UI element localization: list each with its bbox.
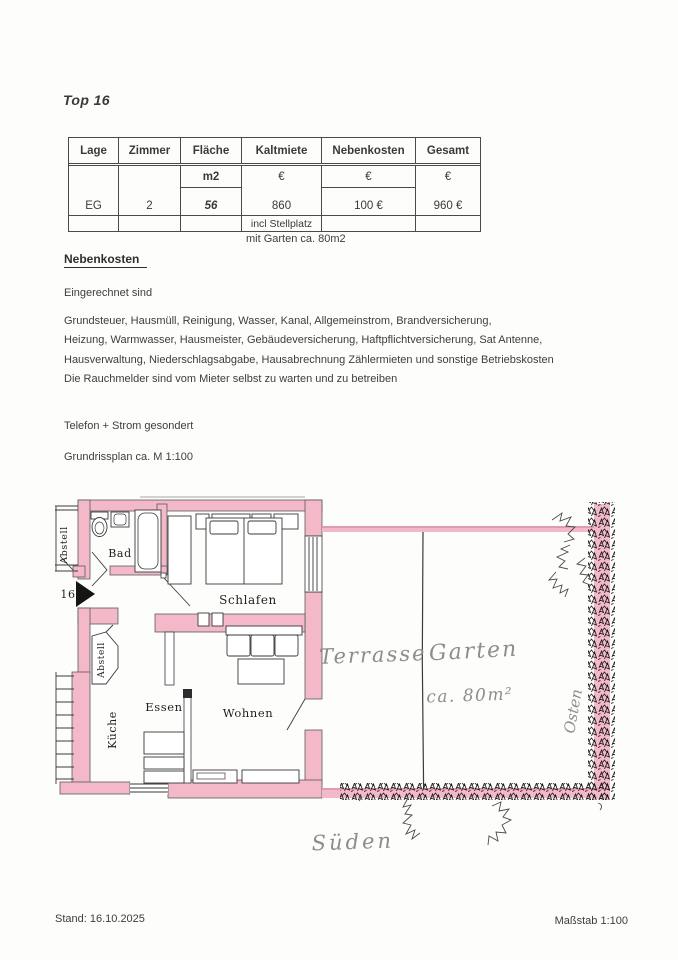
value-nebenkosten: 100 € — [354, 200, 383, 212]
abstell-top-label: Abstell — [59, 526, 70, 564]
garten-note: mit Garten ca. 80m2 — [246, 233, 346, 245]
kueche-label: Küche — [106, 711, 119, 749]
stellplatz-note: incl Stellplatz — [242, 216, 322, 231]
footer-scale: Maßstab 1:100 — [554, 915, 628, 927]
col-header-lage: Lage — [69, 138, 119, 163]
closet — [168, 516, 191, 584]
value-gesamt: 960 € — [433, 200, 463, 212]
dining-furniture — [144, 732, 184, 783]
telefon-strom-note: Telefon + Strom gesondert — [64, 420, 194, 432]
schlafen-label: Schlafen — [219, 593, 277, 607]
nebenkosten-intro: Eingerechnet sind — [64, 287, 153, 299]
garden-area-label: ca. 80m² — [425, 684, 514, 708]
value-flaeche: 56 — [204, 200, 218, 212]
nebenkosten-line-1: Grundsteuer, Hausmüll, Reinigung, Wasser, Kanal, Allgemeinstrom, Brandversicherung, — [64, 315, 492, 327]
col-header-kaltmiete: Kaltmiete — [242, 138, 322, 163]
nebenkosten-line-3: Hausverwaltung, Niederschlagsabgabe, Hausabrechnung Zählermieten und sonstige Betriebskosten — [64, 353, 554, 366]
sofa-back — [226, 626, 302, 635]
abstell-mid-label: Abstell — [97, 642, 107, 678]
osten-label: Osten — [560, 687, 586, 735]
essen-label: Essen — [145, 700, 183, 714]
nebenkosten-line-2: Heizung, Warmwasser, Hausmeister, Gebäudeversicherung, Haftpflichtversicherung, Sat Antenne, — [64, 334, 543, 347]
bathtub — [135, 510, 161, 572]
nebenkosten-heading: Nebenkosten — [64, 252, 147, 268]
window-bottom — [130, 782, 168, 794]
living-furniture — [193, 613, 302, 783]
dining-table — [144, 732, 184, 754]
value-lage: EG — [85, 200, 102, 212]
window-right — [305, 536, 322, 592]
grundriss-note: Grundrissplan ca. M 1:100 — [64, 451, 194, 463]
abstell-mid-room — [92, 625, 118, 684]
footer-date: Stand: 16.10.2025 — [55, 913, 145, 925]
col-header-nebenkosten: Nebenkosten — [322, 138, 416, 163]
sueden-label: Süden — [311, 828, 395, 856]
unit-gesamt: € — [444, 170, 452, 183]
stairs — [56, 672, 74, 784]
entrance-number: 16 — [60, 588, 76, 601]
abstell-top-room — [55, 506, 78, 571]
col-header-gesamt: Gesamt — [426, 144, 470, 157]
wohnen-label: Wohnen — [222, 706, 274, 720]
garten-label: Garten — [428, 636, 519, 667]
entrance-marker — [60, 581, 95, 607]
hedge-right — [588, 502, 615, 800]
coffee-table — [238, 659, 284, 684]
garden-area — [311, 502, 615, 855]
value-zimmer: 2 — [146, 200, 153, 212]
col-header-zimmer: Zimmer — [119, 138, 181, 163]
entrance-arrow-icon — [76, 581, 95, 607]
col-header-flaeche: Fläche — [181, 138, 242, 163]
nebenkosten-line-4: Die Rauchmelder sind vom Mieter selbst zu warten und zu betreiben — [64, 372, 398, 385]
unit-nebenkosten: € — [322, 166, 415, 188]
bad-label: Bad — [108, 547, 132, 560]
unit-kaltmiete: € — [278, 170, 285, 183]
page-title: Top 16 — [63, 92, 110, 108]
terrasse-label: Terrasse — [318, 641, 427, 669]
value-kaltmiete: 860 — [271, 200, 292, 212]
bedroom-furniture — [168, 514, 298, 584]
unit-flaeche: m2 — [181, 166, 241, 188]
hedge-bottom — [340, 783, 612, 800]
